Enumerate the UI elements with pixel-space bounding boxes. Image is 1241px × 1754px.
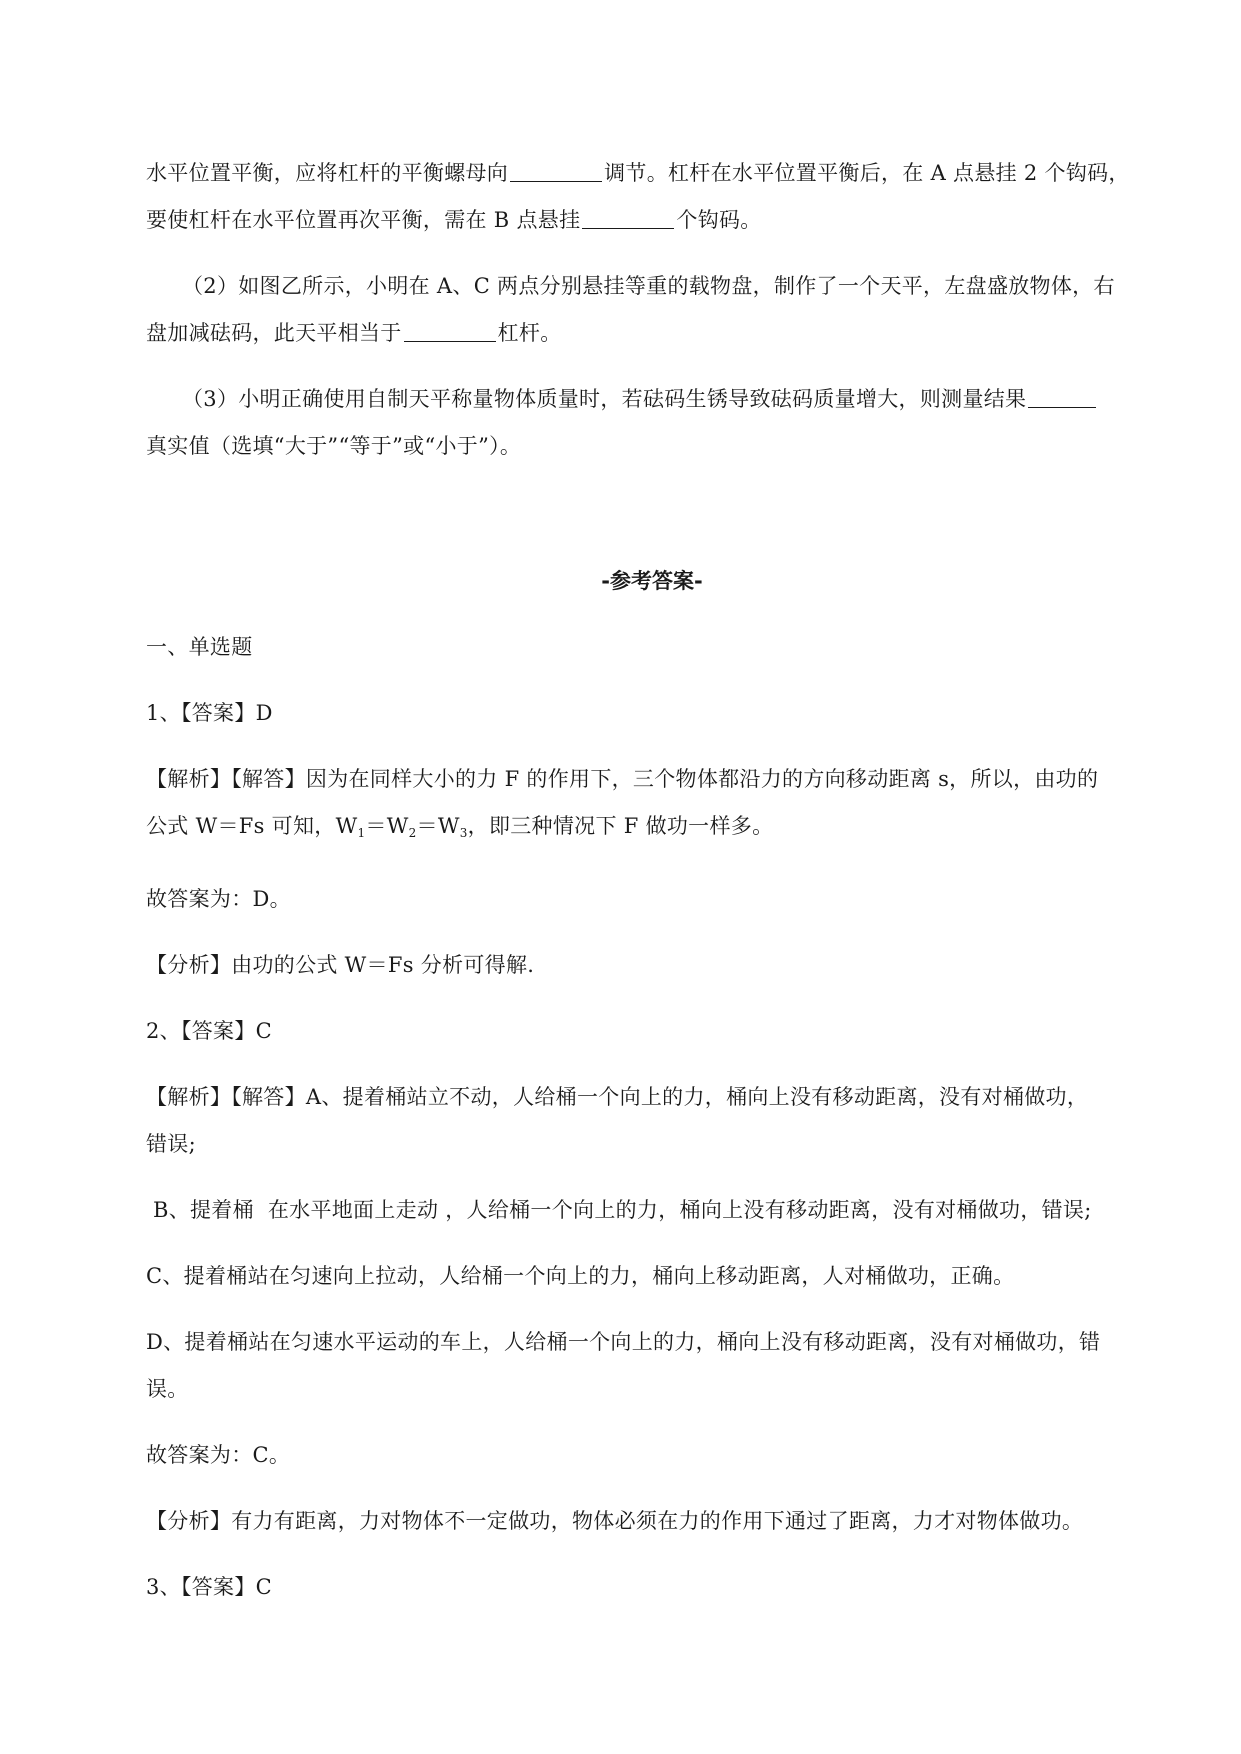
text-span: 个钩码。	[676, 208, 762, 232]
section-title: 一、单选题	[146, 635, 253, 659]
text-span: 调节。杠杆在水平位置平衡后，在 A 点悬挂 2 个钩码，	[604, 161, 1130, 185]
text-span: ＝W	[416, 814, 460, 838]
text-span: 公式 W＝Fs 可知，W	[146, 814, 358, 838]
analysis-1-line2	[146, 803, 1158, 857]
answer-blank	[1028, 385, 1096, 408]
analysis-2-line2: 错误;	[146, 1132, 196, 1156]
answer-1: 1、【答案】D	[146, 701, 273, 725]
subscript: 3	[459, 826, 468, 840]
note-1: 【分析】由功的公式 W＝Fs 分析可得解.	[146, 953, 535, 977]
note-2: 【分析】有力有距离，力对物体不一定做功，物体必须在力的作用下通过了距离，力才对物体做功。	[146, 1509, 1084, 1533]
question-part2-line2	[146, 310, 1158, 357]
text-span: ＝W	[365, 814, 409, 838]
subscript: 1	[357, 826, 366, 840]
option-d-line2: 误。	[146, 1377, 189, 1401]
question-part2-line1: （2）如图乙所示，小明在 A、C 两点分别悬挂等重的载物盘，制作了一个天平，左盘盛放物体，右	[182, 274, 1115, 298]
conclusion-2: 故答案为：C。	[146, 1443, 291, 1467]
text-span: 杠杆。	[497, 321, 562, 345]
option-c: C、提着桶站在匀速向上拉动，人给桶一个向上的力，桶向上移动距离，人对桶做功，正确。	[146, 1264, 1015, 1288]
text-span: 要使杠杆在水平位置再次平衡，需在 B 点悬挂	[146, 208, 581, 232]
option-d-line1: D、提着桶站在匀速水平运动的车上，人给桶一个向上的力，桶向上没有移动距离，没有对桶做功，错	[146, 1330, 1101, 1354]
text-span: 水平位置平衡，应将杠杆的平衡螺母向	[146, 161, 509, 185]
answer-3: 3、【答案】C	[146, 1575, 273, 1599]
document-page	[146, 150, 1158, 1611]
answer-blank	[510, 159, 602, 182]
answer-blank	[582, 206, 674, 229]
answer-key-heading: -参考答案-	[601, 569, 703, 593]
text-span: 盘加减砝码，此天平相当于	[146, 321, 402, 345]
answer-blank	[404, 319, 496, 342]
question-part3-line2: 真实值（选填“大于”“等于”或“小于”）。	[146, 434, 522, 458]
question-part1-line1	[146, 150, 1158, 197]
subscript: 2	[408, 826, 417, 840]
analysis-1-line1: 【解析】【解答】因为在同样大小的力 F 的作用下，三个物体都沿力的方向移动距离 s，所以，由功的	[146, 767, 1099, 791]
analysis-2-line1: 【解析】【解答】A、提着桶站立不动，人给桶一个向上的力，桶向上没有移动距离，没有对桶做功，	[146, 1085, 1089, 1109]
option-b: B、提着桶 在水平地面上走动 ，人给桶一个向上的力，桶向上没有移动距离，没有对桶做功，错误;	[146, 1198, 1092, 1222]
conclusion-1: 故答案为：D。	[146, 887, 291, 911]
question-part1-line2	[146, 197, 1158, 244]
text-span: （3）小明正确使用自制天平称量物体质量时，若砝码生锈导致砝码质量增大，则测量结果	[182, 387, 1027, 411]
text-span: ，即三种情况下 F 做功一样多。	[467, 814, 774, 838]
question-part3-line1	[146, 376, 1158, 423]
answer-2: 2、【答案】C	[146, 1019, 273, 1043]
